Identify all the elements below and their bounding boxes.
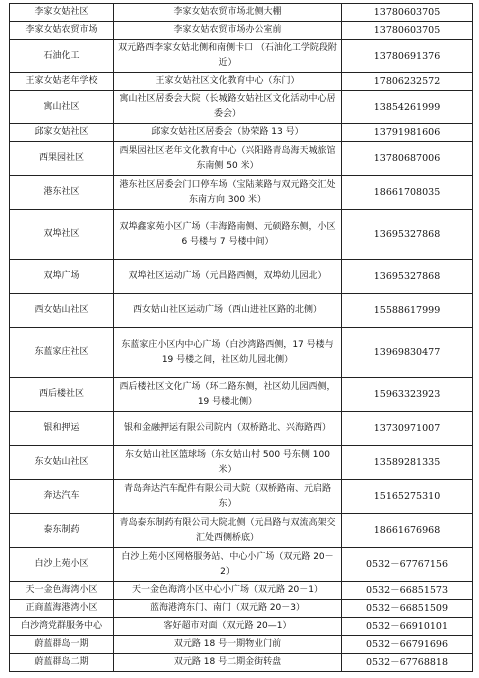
- cell-location: 青岛泰东制药有限公司大院北侧（元昌路与双流高架交汇处西侧桥底）: [114, 514, 342, 548]
- cell-phone: 13780603705: [342, 4, 473, 22]
- cell-name: 银和押运: [10, 412, 114, 446]
- cell-name: 港东社区: [10, 176, 114, 210]
- cell-name: 王家女姑老年学校: [10, 73, 114, 91]
- cell-location: 天一金色海湾小区中心小广场（双元路 20－1）: [114, 582, 342, 600]
- cell-name: 东女姑山社区: [10, 446, 114, 480]
- cell-name: 天一金色海湾小区: [10, 582, 114, 600]
- cell-name: 奔达汽车: [10, 480, 114, 514]
- cell-phone: 15588617999: [342, 294, 473, 328]
- table-row: [10, 210, 473, 260]
- cell-phone: 13791981606: [342, 124, 473, 142]
- cell-location: 西果园社区老年文化教育中心（兴阳路青岛海天城旅馆东南侧 50 米）: [114, 142, 342, 176]
- cell-location: 西女姑山社区运动广场（西山进社区路的北侧）: [114, 294, 342, 328]
- cell-name: 泰东制药: [10, 514, 114, 548]
- cell-name: 双埠社区: [10, 210, 114, 260]
- table-row: [10, 654, 473, 672]
- cell-location: 白沙上苑小区网格服务站、中心小广场（双元路 20－2）: [114, 548, 342, 582]
- cell-name: 西果园社区: [10, 142, 114, 176]
- cell-name: 邱家女姑社区: [10, 124, 114, 142]
- cell-phone: 13730971007: [342, 412, 473, 446]
- table-row: [10, 40, 473, 73]
- cell-phone: 13969830477: [342, 328, 473, 378]
- cell-name: 蔚蓝群岛二期: [10, 654, 114, 672]
- cell-name: 李家女姑农贸市场: [10, 22, 114, 40]
- cell-location: 东女姑山社区篮球场（东女姑山村 500 号东侧 100 米）: [114, 446, 342, 480]
- cell-location: 双元路西李家女姑北侧和南侧卡口 （石油化工学院段附近）: [114, 40, 342, 73]
- cell-location: 西后楼社区文化广场（环二路东侧，社区幼儿园西侧，19 号楼北侧）: [114, 378, 342, 412]
- cell-location: 双元路 18 号一期物业门前: [114, 636, 342, 654]
- cell-phone: 15165275310: [342, 480, 473, 514]
- cell-name: 西后楼社区: [10, 378, 114, 412]
- cell-location: 寓山社区居委会大院（长城路女姑社区文化活动中心居委会）: [114, 91, 342, 124]
- cell-location: 邱家女姑社区居委会（协荣路 13 号）: [114, 124, 342, 142]
- table-row: [10, 582, 473, 600]
- table-row: [10, 176, 473, 210]
- cell-phone: 18661708035: [342, 176, 473, 210]
- cell-location: 双元路 18 号二期金街转盘: [114, 654, 342, 672]
- table-row: [10, 22, 473, 40]
- cell-name: 东蓝家庄社区: [10, 328, 114, 378]
- cell-name: 石油化工: [10, 40, 114, 73]
- table-row: [10, 142, 473, 176]
- cell-name: 蔚蓝群岛一期: [10, 636, 114, 654]
- cell-name: 白沙上苑小区: [10, 548, 114, 582]
- cell-phone: 13695327868: [342, 210, 473, 260]
- cell-name: 双埠广场: [10, 260, 114, 294]
- table-row: [10, 446, 473, 480]
- cell-phone: 15963323923: [342, 378, 473, 412]
- test-sites-table: [9, 3, 473, 672]
- table-row: [10, 378, 473, 412]
- table-row: [10, 618, 473, 636]
- cell-location: 青岛奔达汽车配件有限公司大院（双桥路南、元启路东）: [114, 480, 342, 514]
- table-row: [10, 514, 473, 548]
- cell-phone: 17806232572: [342, 73, 473, 91]
- cell-phone: 18661676968: [342, 514, 473, 548]
- cell-name: 正商蓝海港湾小区: [10, 600, 114, 618]
- table-row: [10, 412, 473, 446]
- cell-name: 李家女姑社区: [10, 4, 114, 22]
- cell-name: 寓山社区: [10, 91, 114, 124]
- cell-location: 港东社区居委会门口停车场（宝陆莱路与双元路交汇处东南方向 300 米）: [114, 176, 342, 210]
- cell-phone: 0532－67768818: [342, 654, 473, 672]
- cell-phone: 0532－66791696: [342, 636, 473, 654]
- table-row: [10, 4, 473, 22]
- cell-phone: 13780691376: [342, 40, 473, 73]
- cell-phone: 0532－67767156: [342, 548, 473, 582]
- cell-location: 王家女姑社区文化教育中心（东门）: [114, 73, 342, 91]
- cell-location: 双埠鑫家苑小区广场（丰海路南侧、元硕路东侧，小区 6 号楼与 7 号楼中间）: [114, 210, 342, 260]
- table-row: [10, 91, 473, 124]
- table-row: [10, 600, 473, 618]
- cell-name: 西女姑山社区: [10, 294, 114, 328]
- cell-location: 双埠社区运动广场（元昌路西侧，双埠幼儿园北）: [114, 260, 342, 294]
- cell-location: 东蓝家庄小区内中心广场（白沙湾路西侧，17 号楼与 19 号楼之间，社区幼儿园北侧）: [114, 328, 342, 378]
- cell-phone: 0532－66910101: [342, 618, 473, 636]
- table-row: [10, 636, 473, 654]
- cell-location: 银和金融押运有限公司院内（双桥路北、兴海路西）: [114, 412, 342, 446]
- table-body: [10, 4, 473, 672]
- table-row: [10, 124, 473, 142]
- table-row: [10, 294, 473, 328]
- cell-phone: 13695327868: [342, 260, 473, 294]
- cell-phone: 13780687006: [342, 142, 473, 176]
- cell-phone: 13780603705: [342, 22, 473, 40]
- table-row: [10, 548, 473, 582]
- cell-location: 蓝海港湾东门、南门（双元路 20－3）: [114, 600, 342, 618]
- cell-phone: 0532－66851509: [342, 600, 473, 618]
- cell-name: 白沙湾党群服务中心: [10, 618, 114, 636]
- table-row: [10, 260, 473, 294]
- table-row: [10, 328, 473, 378]
- cell-location: 李家女姑农贸市场办公室前: [114, 22, 342, 40]
- cell-phone: 0532－66851573: [342, 582, 473, 600]
- table-row: [10, 73, 473, 91]
- cell-phone: 13589281335: [342, 446, 473, 480]
- cell-phone: 13854261999: [342, 91, 473, 124]
- cell-location: 李家女姑农贸市场北侧大棚: [114, 4, 342, 22]
- cell-location: 客好超市对面（双元路 20—1）: [114, 618, 342, 636]
- table-row: [10, 480, 473, 514]
